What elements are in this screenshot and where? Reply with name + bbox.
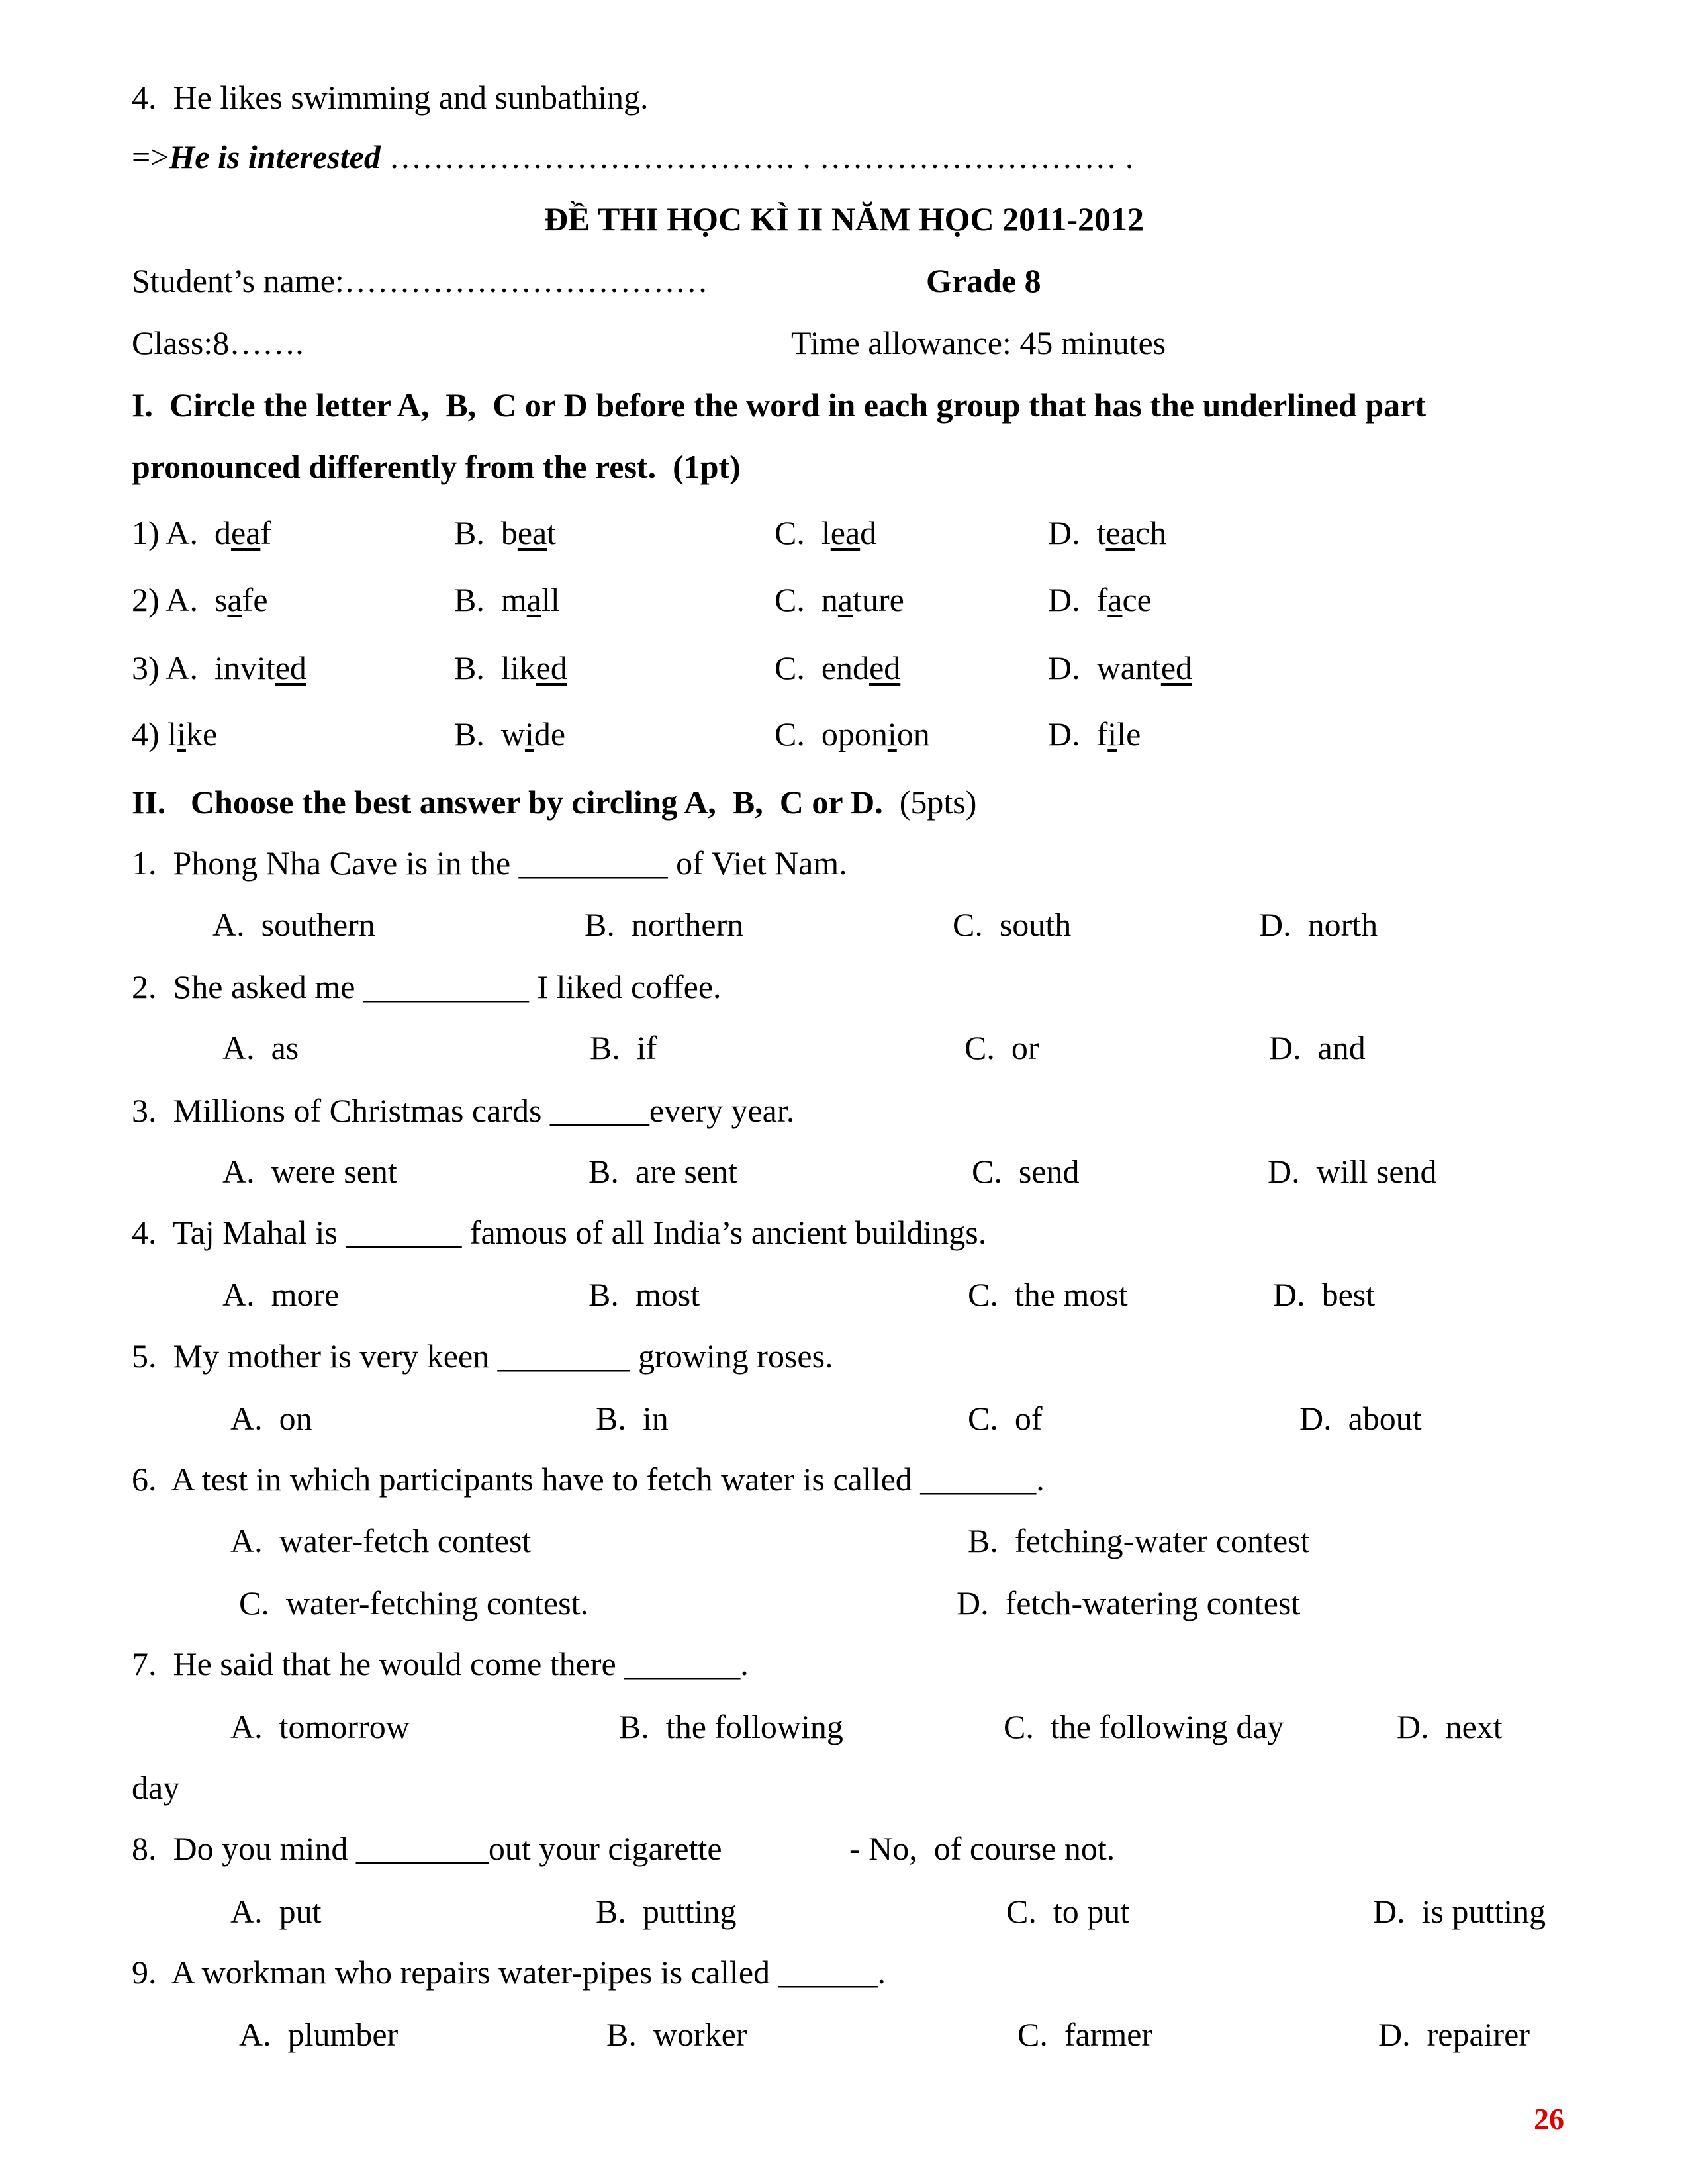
answer-option-a[interactable]: A. as: [222, 1029, 299, 1066]
pronunciation-option[interactable]: [1048, 580, 1152, 619]
answer-option-d[interactable]: D. next: [1397, 1708, 1503, 1745]
answer-option-a[interactable]: A. put: [230, 1893, 322, 1930]
option-text: invit: [214, 649, 275, 686]
pronunciation-option[interactable]: [454, 580, 560, 619]
answer-option-a[interactable]: A. were sent: [222, 1153, 397, 1190]
option-text: w: [500, 715, 525, 752]
option-text: le: [1117, 715, 1141, 752]
underlined-part: ed: [869, 649, 901, 686]
option-text: b: [500, 514, 518, 551]
option-text: s: [214, 581, 228, 618]
option-text: fe: [242, 581, 268, 618]
underlined-part: a: [526, 581, 541, 618]
option-text: t: [547, 514, 557, 551]
answer-option-c[interactable]: C. the following day: [1004, 1708, 1284, 1745]
previous-answer-line: [132, 137, 1133, 177]
option-text: C.: [774, 581, 821, 618]
answer-option-a[interactable]: A. water-fetch contest: [230, 1522, 532, 1559]
underlined-part: i: [524, 715, 534, 752]
class-field: Class:8…….: [132, 324, 304, 361]
option-text: lik: [500, 649, 536, 686]
answer-option-a[interactable]: A. plumber: [239, 2016, 399, 2053]
question-1: 1. Phong Nha Cave is in the _________ of Viet Nam.: [132, 844, 847, 882]
pronunciation-option[interactable]: [1048, 714, 1141, 754]
pronunciation-option[interactable]: [774, 580, 904, 619]
pronunciation-option[interactable]: [454, 648, 567, 688]
option-text: l: [167, 715, 177, 752]
answer-option-a[interactable]: A. more: [222, 1276, 340, 1313]
underlined-part: i: [177, 715, 186, 752]
pronunciation-option[interactable]: [454, 513, 556, 553]
answer-option-d[interactable]: D. will send: [1268, 1153, 1437, 1190]
pronunciation-option[interactable]: [774, 648, 900, 688]
answer-option-a[interactable]: A. on: [230, 1400, 312, 1437]
exam-title: ĐỀ THI HỌC KÌ II NĂM HỌC 2011-2012: [543, 201, 1145, 238]
question-9: 9. A workman who repairs water-pipes is called ______.: [132, 1954, 886, 1991]
option-text: end: [821, 649, 870, 686]
question-8: 8. Do you mind ________out your cigarette: [132, 1830, 722, 1867]
pronunciation-option[interactable]: [132, 580, 268, 619]
answer-option-c[interactable]: C. send: [972, 1153, 1080, 1190]
page-number: 26: [1534, 2102, 1564, 2136]
option-text: C.: [774, 715, 821, 752]
option-text: f: [260, 514, 272, 551]
answer-option-b[interactable]: B. fetching-water contest: [968, 1522, 1310, 1559]
underlined-part: ea: [830, 514, 861, 551]
answer-option-d[interactable]: D. about: [1299, 1400, 1422, 1437]
answer-option-d[interactable]: D. repairer: [1378, 2016, 1530, 2053]
option-text: D.: [1048, 514, 1097, 551]
answer-option-b[interactable]: B. the following: [619, 1708, 843, 1745]
section-1-heading-cont: pronounced differently from the rest. (1pt): [132, 448, 741, 485]
option-text: B.: [454, 514, 501, 551]
option-text: C.: [774, 649, 821, 686]
answer-option-d[interactable]: D. north: [1259, 906, 1378, 943]
option-text: n: [821, 581, 838, 618]
answer-option-b[interactable]: B. if: [590, 1029, 657, 1066]
answer-option-b[interactable]: B. in: [596, 1400, 669, 1437]
underlined-part: a: [227, 581, 242, 618]
option-text: f: [1096, 581, 1108, 618]
question-reply: - No, of course not.: [849, 1830, 1115, 1867]
answer-option-c[interactable]: C. to put: [1006, 1893, 1130, 1930]
pronunciation-option[interactable]: [774, 513, 876, 553]
option-text: 2) A.: [132, 581, 214, 618]
answer-option-c[interactable]: C. or: [964, 1029, 1039, 1066]
answer-option-d[interactable]: D. best: [1273, 1276, 1376, 1313]
pronunciation-option[interactable]: [1048, 648, 1192, 688]
question-4: 4. Taj Mahal is _______ famous of all India’s ancient buildings.: [132, 1214, 987, 1251]
question-2: 2. She asked me __________ I liked coffee.: [132, 968, 722, 1005]
answer-option-c[interactable]: C. the most: [968, 1276, 1128, 1313]
option-text: 3) A.: [132, 649, 214, 686]
option-text: 1) A.: [132, 514, 214, 551]
underlined-part: ed: [275, 649, 306, 686]
option-text: d: [214, 514, 231, 551]
underlined-part: ed: [536, 649, 567, 686]
underlined-part: a: [837, 581, 853, 618]
answer-option-d[interactable]: D. is putting: [1373, 1893, 1546, 1930]
option-text: D.: [1048, 715, 1097, 752]
section-2-title: II. Choose the best answer by circling A, B, C or D.: [132, 784, 883, 821]
option-text: m: [500, 581, 527, 618]
option-text: opon: [821, 715, 888, 752]
answer-option-b[interactable]: B. worker: [606, 2016, 747, 2053]
option-text: B.: [454, 649, 501, 686]
question-5: 5. My mother is very keen ________ growing roses.: [132, 1338, 833, 1375]
option-text: de: [534, 715, 566, 752]
option-text: C.: [774, 514, 821, 551]
section-2-heading: [132, 782, 976, 822]
question-6: 6. A test in which participants have to fetch water is called _______.: [132, 1461, 1045, 1498]
answer-option-d[interactable]: D. and: [1269, 1029, 1366, 1066]
option-text: t: [1096, 514, 1106, 551]
answer-option-a[interactable]: A. southern: [212, 906, 375, 943]
section-1-heading: I. Circle the letter A, B, C or D before the word in each group that has the underlined part: [132, 387, 1427, 424]
answer-option-c[interactable]: C. of: [968, 1400, 1043, 1437]
answer-blank: ………………………………. . ……………………… .: [380, 138, 1134, 175]
option-text: D.: [1048, 649, 1097, 686]
pronunciation-option[interactable]: [774, 714, 930, 754]
option-text: l: [821, 514, 831, 551]
answer-option-b[interactable]: B. most: [588, 1276, 700, 1313]
previous-question-4: 4. He likes swimming and sunbathing.: [132, 79, 649, 116]
answer-option-c[interactable]: C. water-fetching contest.: [239, 1584, 588, 1621]
pronunciation-option[interactable]: [132, 648, 306, 688]
underlined-part: a: [1107, 581, 1123, 618]
option-text: ll: [541, 581, 560, 618]
underlined-part: i: [1107, 715, 1117, 752]
underlined-part: ea: [231, 514, 261, 551]
option-text: ke: [185, 715, 218, 752]
option-text: on: [896, 715, 930, 752]
underlined-part: i: [887, 715, 897, 752]
option-text: B.: [454, 715, 501, 752]
pronunciation-option[interactable]: [132, 714, 217, 754]
arrow: =>: [132, 138, 169, 175]
option-text: want: [1096, 649, 1161, 686]
option-text: 4): [132, 715, 168, 752]
answer-option-b[interactable]: B. northern: [585, 906, 744, 943]
answer-option-c[interactable]: C. farmer: [1017, 2016, 1153, 2053]
question-7: 7. He said that he would come there _______.: [132, 1645, 749, 1682]
answer-prompt: He is interested: [169, 138, 381, 175]
question-3: 3. Millions of Christmas cards ______every year.: [132, 1092, 795, 1129]
option-wrap-text: day: [132, 1769, 180, 1806]
student-name-field: Student’s name:……………………………: [132, 262, 708, 299]
underlined-part: ea: [1105, 514, 1135, 551]
section-2-points: (5pts): [882, 784, 977, 821]
answer-option-b[interactable]: B. are sent: [588, 1153, 737, 1190]
underlined-part: ed: [1160, 649, 1193, 686]
option-text: ture: [853, 581, 904, 618]
option-text: B.: [454, 581, 501, 618]
option-text: ce: [1122, 581, 1152, 618]
option-text: ch: [1135, 514, 1167, 551]
pronunciation-option[interactable]: [1048, 513, 1166, 553]
grade-label: Grade 8: [926, 262, 1041, 299]
underlined-part: ea: [517, 514, 547, 551]
answer-option-c[interactable]: C. south: [953, 906, 1072, 943]
option-text: D.: [1048, 581, 1097, 618]
pronunciation-option[interactable]: [454, 714, 565, 754]
option-text: d: [860, 514, 877, 551]
answer-option-b[interactable]: B. putting: [596, 1893, 737, 1930]
answer-option-d[interactable]: D. fetch-watering contest: [957, 1584, 1301, 1621]
option-text: f: [1096, 715, 1108, 752]
time-allowance: Time allowance: 45 minutes: [791, 324, 1166, 361]
pronunciation-option[interactable]: [132, 513, 271, 553]
answer-option-a[interactable]: A. tomorrow: [230, 1708, 410, 1745]
